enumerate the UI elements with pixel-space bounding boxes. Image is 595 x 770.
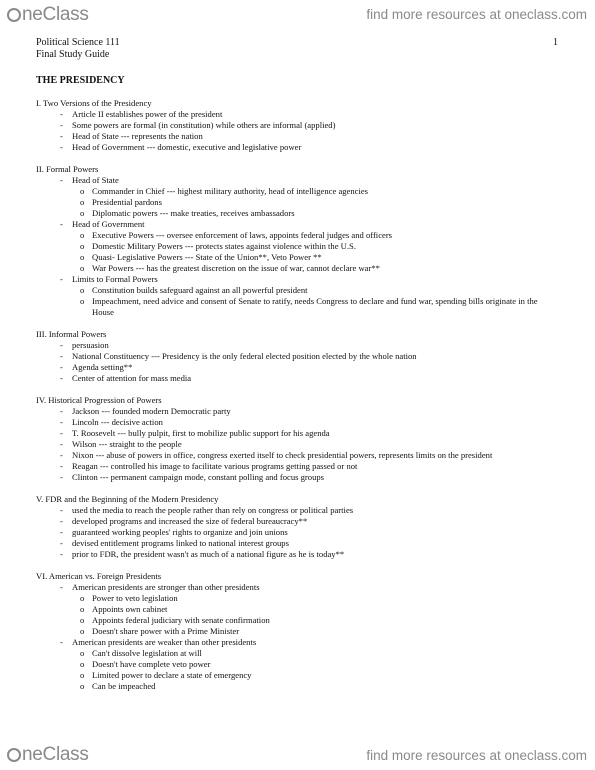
item-text: Diplomatic powers --- make treaties, receives ambassadors — [92, 208, 295, 218]
bullet-item — [36, 362, 561, 373]
section-title: III. Informal Powers — [36, 329, 107, 339]
sub-bullet-item — [36, 681, 561, 692]
circle-bullet-icon: o — [80, 186, 85, 196]
document-heading: THE PRESIDENCY — [36, 75, 125, 86]
item-text: developed programs and increased the size of federal bureaucracy** — [72, 516, 308, 526]
dash-bullet-icon: - — [60, 120, 63, 130]
item-text: Agenda setting** — [72, 362, 133, 372]
bullet-item — [36, 417, 561, 428]
item-text: Reagan --- controlled his image to facilitate various programs getting passed or not — [72, 461, 358, 471]
item-text: Can't dissolve legislation at will — [92, 648, 202, 658]
bullet-item — [36, 549, 561, 560]
dash-bullet-icon: - — [60, 362, 63, 372]
item-text: Jackson --- founded modern Democratic party — [72, 406, 231, 416]
item-text: Clinton --- permanent campaign mode, constant polling and focus groups — [72, 472, 325, 482]
dash-bullet-icon: - — [60, 549, 63, 559]
item-text: Impeachment, need advice and consent of Senate to ratify, needs Congress to declare and fund war, spending bills originate in the House — [92, 296, 538, 317]
item-text: Some powers are formal (in constitution) while others are informal (applied) — [72, 120, 336, 130]
item-text: Appoints federal judiciary with senate confirmation — [92, 615, 270, 625]
item-text: Lincoln --- decisive action — [72, 417, 163, 427]
section-title: I. Two Versions of the Presidency — [36, 98, 152, 108]
logo-ring-icon — [7, 8, 21, 22]
section-title: V. FDR and the Beginning of the Modern Presidency — [36, 494, 219, 504]
dash-bullet-icon: - — [60, 516, 63, 526]
dash-bullet-icon: - — [60, 109, 63, 119]
section-title: VI. American vs. Foreign Presidents — [36, 571, 162, 581]
bullet-item — [36, 637, 561, 648]
circle-bullet-icon: o — [80, 197, 85, 207]
circle-bullet-icon: o — [80, 615, 85, 625]
circle-bullet-icon: o — [80, 296, 85, 306]
circle-bullet-icon: o — [80, 670, 85, 680]
sub-bullet-item — [36, 263, 561, 274]
item-text: National Constituency --- Presidency is the only federal elected position elected by the whole nation — [72, 351, 417, 361]
item-text: Presidential pardons — [92, 197, 162, 207]
sub-bullet-item — [36, 186, 561, 197]
resources-link-footer[interactable]: find more resources at oneclass.com — [366, 748, 587, 763]
dash-bullet-icon: - — [60, 274, 63, 284]
bullet-item — [36, 505, 561, 516]
dash-bullet-icon: - — [60, 527, 63, 537]
sub-bullet-item — [36, 252, 561, 263]
item-text: Power to veto legislation — [92, 593, 178, 603]
oneclass-logo[interactable]: neClass — [7, 4, 89, 26]
item-text: Head of Government — [72, 219, 145, 229]
bullet-item — [36, 120, 561, 131]
item-text: Head of State — [72, 175, 119, 185]
item-text: Nixon --- abuse of powers in office, congress exerted itself to check presidential powers, represents limits on the president — [72, 450, 493, 460]
bullet-item — [36, 131, 561, 142]
circle-bullet-icon: o — [80, 648, 85, 658]
bullet-item — [36, 109, 561, 120]
section-title: II. Formal Powers — [36, 164, 99, 174]
sub-bullet-item — [36, 296, 561, 318]
circle-bullet-icon: o — [80, 208, 85, 218]
section-spacer — [36, 384, 561, 395]
bullet-item — [36, 527, 561, 538]
bullet-item — [36, 450, 561, 461]
sub-bullet-item — [36, 285, 561, 296]
item-text: Doesn't have complete veto power — [92, 659, 211, 669]
section-spacer — [36, 560, 561, 571]
bottom-banner — [0, 738, 595, 770]
dash-bullet-icon: - — [60, 582, 63, 592]
circle-bullet-icon: o — [80, 263, 85, 273]
circle-bullet-icon: o — [80, 241, 85, 251]
dash-bullet-icon: - — [60, 219, 63, 229]
circle-bullet-icon: o — [80, 230, 85, 240]
item-text: Quasi- Legislative Powers --- State of the Union**, Veto Power ** — [92, 252, 322, 262]
item-text: Center of attention for mass media — [72, 373, 192, 383]
dash-bullet-icon: - — [60, 406, 63, 416]
sub-bullet-item — [36, 593, 561, 604]
sub-bullet-item — [36, 626, 561, 637]
circle-bullet-icon: o — [80, 681, 85, 691]
bullet-item — [36, 219, 561, 230]
sub-bullet-item — [36, 604, 561, 615]
bullet-item — [36, 406, 561, 417]
item-text: guaranteed working peoples' rights to organize and join unions — [72, 527, 288, 537]
item-text: Appoints own cabinet — [92, 604, 168, 614]
bullet-item — [36, 274, 561, 285]
item-text: War Powers --- has the greatest discretion on the issue of war, cannot declare war** — [92, 263, 380, 273]
item-text: Domestic Military Powers --- protects states against violence within the U.S. — [92, 241, 356, 251]
dash-bullet-icon: - — [60, 131, 63, 141]
page-number: 1 — [553, 37, 558, 48]
circle-bullet-icon: o — [80, 604, 85, 614]
item-text: used the media to reach the people rather than rely on congress or political parties — [72, 505, 354, 515]
item-text: Constitution builds safeguard against an all powerful president — [92, 285, 308, 295]
sub-bullet-item — [36, 615, 561, 626]
item-text: devised entitlement programs linked to national interest groups — [72, 538, 289, 548]
item-text: Wilson --- straight to the people — [72, 439, 182, 449]
sub-bullet-item — [36, 670, 561, 681]
dash-bullet-icon: - — [60, 505, 63, 515]
sub-bullet-item — [36, 241, 561, 252]
section-title: IV. Historical Progression of Powers — [36, 395, 162, 405]
dash-bullet-icon: - — [60, 142, 63, 152]
bullet-item — [36, 373, 561, 384]
item-text: American presidents are weaker than other presidents — [72, 637, 257, 647]
course-title: Political Science 111 — [36, 37, 120, 48]
item-text: Limited power to declare a state of emergency — [92, 670, 252, 680]
bullet-item — [36, 538, 561, 549]
bullet-item — [36, 142, 561, 153]
bullet-item — [36, 351, 561, 362]
bullet-item — [36, 461, 561, 472]
item-text: T. Roosevelt --- bully pulpit, first to mobilize public support for his agenda — [72, 428, 330, 438]
bullet-item — [36, 472, 561, 483]
sub-bullet-item — [36, 659, 561, 670]
circle-bullet-icon: o — [80, 252, 85, 262]
top-banner — [0, 0, 595, 30]
section-spacer — [36, 153, 561, 164]
dash-bullet-icon: - — [60, 373, 63, 383]
item-text: Executive Powers --- oversee enforcement of laws, appoints federal judges and officers — [92, 230, 393, 240]
bullet-item — [36, 340, 561, 351]
item-text: Article II establishes power of the president — [72, 109, 223, 119]
oneclass-logo-footer[interactable]: neClass — [7, 744, 89, 766]
guide-subtitle: Final Study Guide — [36, 49, 110, 60]
study-guide-content — [36, 98, 561, 692]
circle-bullet-icon: o — [80, 593, 85, 603]
dash-bullet-icon: - — [60, 472, 63, 482]
dash-bullet-icon: - — [60, 450, 63, 460]
item-text: American presidents are stronger than other presidents — [72, 582, 260, 592]
bullet-item — [36, 428, 561, 439]
logo-ring-icon — [7, 748, 21, 762]
sub-bullet-item — [36, 230, 561, 241]
item-text: Limits to Formal Powers — [72, 274, 158, 284]
sub-bullet-item — [36, 648, 561, 659]
bullet-item — [36, 516, 561, 527]
dash-bullet-icon: - — [60, 351, 63, 361]
dash-bullet-icon: - — [60, 340, 63, 350]
item-text: prior to FDR, the president wasn't as much of a national figure as he is today** — [72, 549, 345, 559]
bullet-item — [36, 439, 561, 450]
bullet-item — [36, 175, 561, 186]
dash-bullet-icon: - — [60, 439, 63, 449]
dash-bullet-icon: - — [60, 428, 63, 438]
dash-bullet-icon: - — [60, 417, 63, 427]
circle-bullet-icon: o — [80, 626, 85, 636]
section-spacer — [36, 318, 561, 329]
item-text: persuasion — [72, 340, 109, 350]
bullet-item — [36, 582, 561, 593]
resources-link[interactable]: find more resources at oneclass.com — [366, 7, 587, 22]
dash-bullet-icon: - — [60, 461, 63, 471]
item-text: Head of State --- represents the nation — [72, 131, 203, 141]
dash-bullet-icon: - — [60, 538, 63, 548]
sub-bullet-item — [36, 197, 561, 208]
dash-bullet-icon: - — [60, 175, 63, 185]
dash-bullet-icon: - — [60, 637, 63, 647]
sub-bullet-item — [36, 208, 561, 219]
item-text: Doesn't share power with a Prime Minister — [92, 626, 240, 636]
circle-bullet-icon: o — [80, 285, 85, 295]
item-text: Head of Government --- domestic, executive and legislative power — [72, 142, 302, 152]
section-spacer — [36, 483, 561, 494]
item-text: Commander in Chief --- highest military authority, head of intelligence agencies — [92, 186, 369, 196]
item-text: Can be impeached — [92, 681, 156, 691]
circle-bullet-icon: o — [80, 659, 85, 669]
